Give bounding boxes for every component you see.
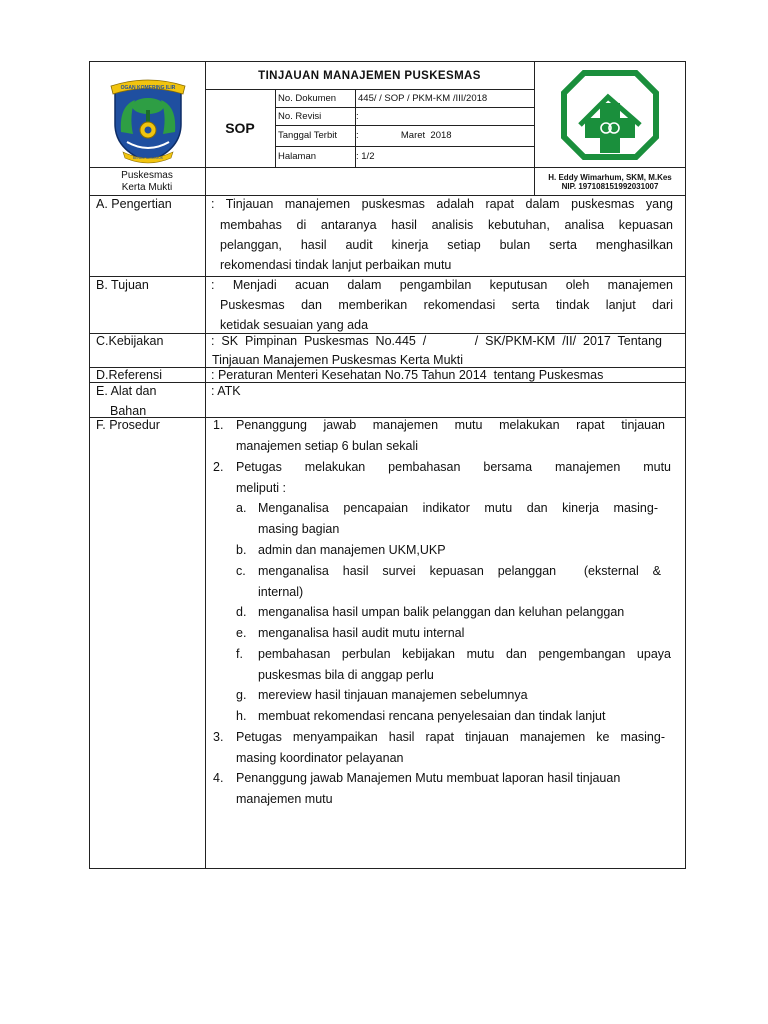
prosedur-subitem-line: admin dan manajemen UKM,UKP <box>258 543 446 557</box>
prosedur-item-number: 4. <box>213 771 224 785</box>
sop-label: SOP <box>225 120 255 136</box>
tujuan-line-1: : Menjadi acuan dalam pengambilan keputusan oleh manajemen <box>211 278 673 292</box>
tujuan-line-2: Puskesmas dan memberikan rekomendasi serta tindak lanjut dari <box>220 298 673 312</box>
prosedur-item-line: masing koordinator pelayanan <box>236 751 404 765</box>
field-value-no-dokumen: 445/ / SOP / PKM-KM /III/2018 <box>358 93 488 104</box>
section-label-prosedur: F. Prosedur <box>96 418 160 432</box>
prosedur-item-line: manajemen setiap 6 bulan sekali <box>236 439 419 453</box>
section-label-kebijakan: C.Kebijakan <box>96 334 164 348</box>
prosedur-subitem-line: masing bagian <box>258 522 340 536</box>
kebijakan-line-2: Tinjauan Manajemen Puskesmas Kerta Mukti <box>212 353 464 367</box>
rule <box>89 195 686 196</box>
tujuan-line-3: ketidak sesuaian yang ada <box>220 318 369 332</box>
prosedur-item-number: 2. <box>213 460 224 474</box>
prosedur-subitem-line: pembahasan perbulan kebijakan mutu dan pengembangan upaya <box>258 647 671 661</box>
signatory-nip: NIP. 197108151992031007 <box>561 182 659 191</box>
institution-location: Kerta Mukti <box>121 182 173 193</box>
prosedur-item-line: Petugas melakukan pembahasan bersama manajemen mutu <box>236 460 671 474</box>
prosedur-subitem-line: menganalisa hasil audit mutu internal <box>258 626 465 640</box>
prosedur-item-line: meliputi : <box>236 481 287 495</box>
rule <box>205 89 534 90</box>
pengertian-line-3: pelanggan, hasil audit kinerja setiap bulan serta menghasilkan <box>220 238 673 252</box>
document-title: TINJAUAN MANAJEMEN PUSKESMAS <box>258 70 481 82</box>
alat-line-1: : ATK <box>211 384 241 398</box>
field-value-tanggal-terbit: : Maret 2018 <box>356 130 452 141</box>
prosedur-item-number: 3. <box>213 730 224 744</box>
institution-name: Puskesmas <box>121 170 173 181</box>
field-label-no-revisi: No. Revisi <box>278 111 322 122</box>
referensi-line-1: : Peraturan Menteri Kesehatan No.75 Tahun 2014 tentang Puskesmas <box>211 368 604 382</box>
rule <box>275 107 534 108</box>
prosedur-subitem-letter: h. <box>236 709 247 723</box>
rule <box>275 89 276 167</box>
rule <box>89 382 686 383</box>
rule <box>275 125 534 126</box>
prosedur-item-number: 1. <box>213 418 224 432</box>
prosedur-subitem-letter: b. <box>236 543 247 557</box>
prosedur-item-line: Petugas menyampaikan hasil rapat tinjauan manajemen ke masing- <box>236 730 665 744</box>
rule <box>205 61 206 869</box>
prosedur-subitem-letter: d. <box>236 605 247 619</box>
emblem-bottom-text: BENDE SEGUGUK <box>132 156 164 160</box>
section-label-alat-1: E. Alat dan <box>96 384 157 398</box>
signatory-name: H. Eddy Wimarhum, SKM, M.Kes <box>548 173 672 182</box>
prosedur-subitem-line: mereview hasil tinjauan manajemen sebelumnya <box>258 688 528 702</box>
field-value-halaman: : 1/2 <box>356 151 375 162</box>
rule <box>89 167 686 168</box>
prosedur-subitem-letter: g. <box>236 688 247 702</box>
prosedur-item-line: Penanggung jawab manajemen mutu melakukan rapat tinjauan <box>236 418 665 432</box>
prosedur-subitem-letter: e. <box>236 626 247 640</box>
prosedur-subitem-line: Menganalisa pencapaian indikator mutu dan kinerja masing- <box>258 501 658 515</box>
prosedur-subitem-line: menganalisa hasil umpan balik pelanggan dan keluhan pelanggan <box>258 605 625 619</box>
emblem-ribbon-text: OGAN KOMERING ILIR <box>120 85 176 91</box>
prosedur-subitem-line: internal) <box>258 585 304 599</box>
section-label-tujuan: B. Tujuan <box>96 278 149 292</box>
puskesmas-logo-icon <box>560 69 660 161</box>
prosedur-subitem-letter: a. <box>236 501 247 515</box>
pengertian-line-1: : Tinjauan manajemen puskesmas adalah rapat dalam puskesmas yang <box>211 197 673 211</box>
pengertian-line-2: membahas di antaranya hasil analisis kebutuhan, analisa kepuasan <box>220 218 673 232</box>
prosedur-item-line: manajemen mutu <box>236 792 333 806</box>
kebijakan-line-1: : SK Pimpinan Puskesmas No.445 / / SK/PKM-KM /II/ 2017 Tentang <box>211 334 662 348</box>
rule <box>89 276 686 277</box>
prosedur-subitem-letter: c. <box>236 564 246 578</box>
prosedur-subitem-line: membuat rekomendasi rencana penyelesaian dan tindak lanjut <box>258 709 606 723</box>
field-label-no-dokumen: No. Dokumen <box>278 93 337 104</box>
prosedur-subitem-line: menganalisa hasil survei kepuasan pelanggan (eksternal & <box>258 564 661 578</box>
section-label-alat-2: Bahan <box>110 404 147 418</box>
prosedur-item-line: Penanggung jawab Manajemen Mutu membuat laporan hasil tinjauan <box>236 771 621 785</box>
field-label-halaman: Halaman <box>278 151 317 162</box>
field-value-no-revisi: : <box>356 111 359 122</box>
rule <box>275 146 534 147</box>
prosedur-subitem-line: puskesmas bila di anggap perlu <box>258 668 434 682</box>
section-label-referensi: D.Referensi <box>96 368 162 382</box>
pengertian-line-4: rekomendasi tindak lanjut perbaikan mutu <box>220 258 452 272</box>
field-label-tanggal-terbit: Tanggal Terbit <box>278 130 337 141</box>
section-label-pengertian: A. Pengertian <box>96 197 172 211</box>
regency-emblem-icon <box>105 72 191 164</box>
prosedur-subitem-letter: f. <box>236 647 243 661</box>
